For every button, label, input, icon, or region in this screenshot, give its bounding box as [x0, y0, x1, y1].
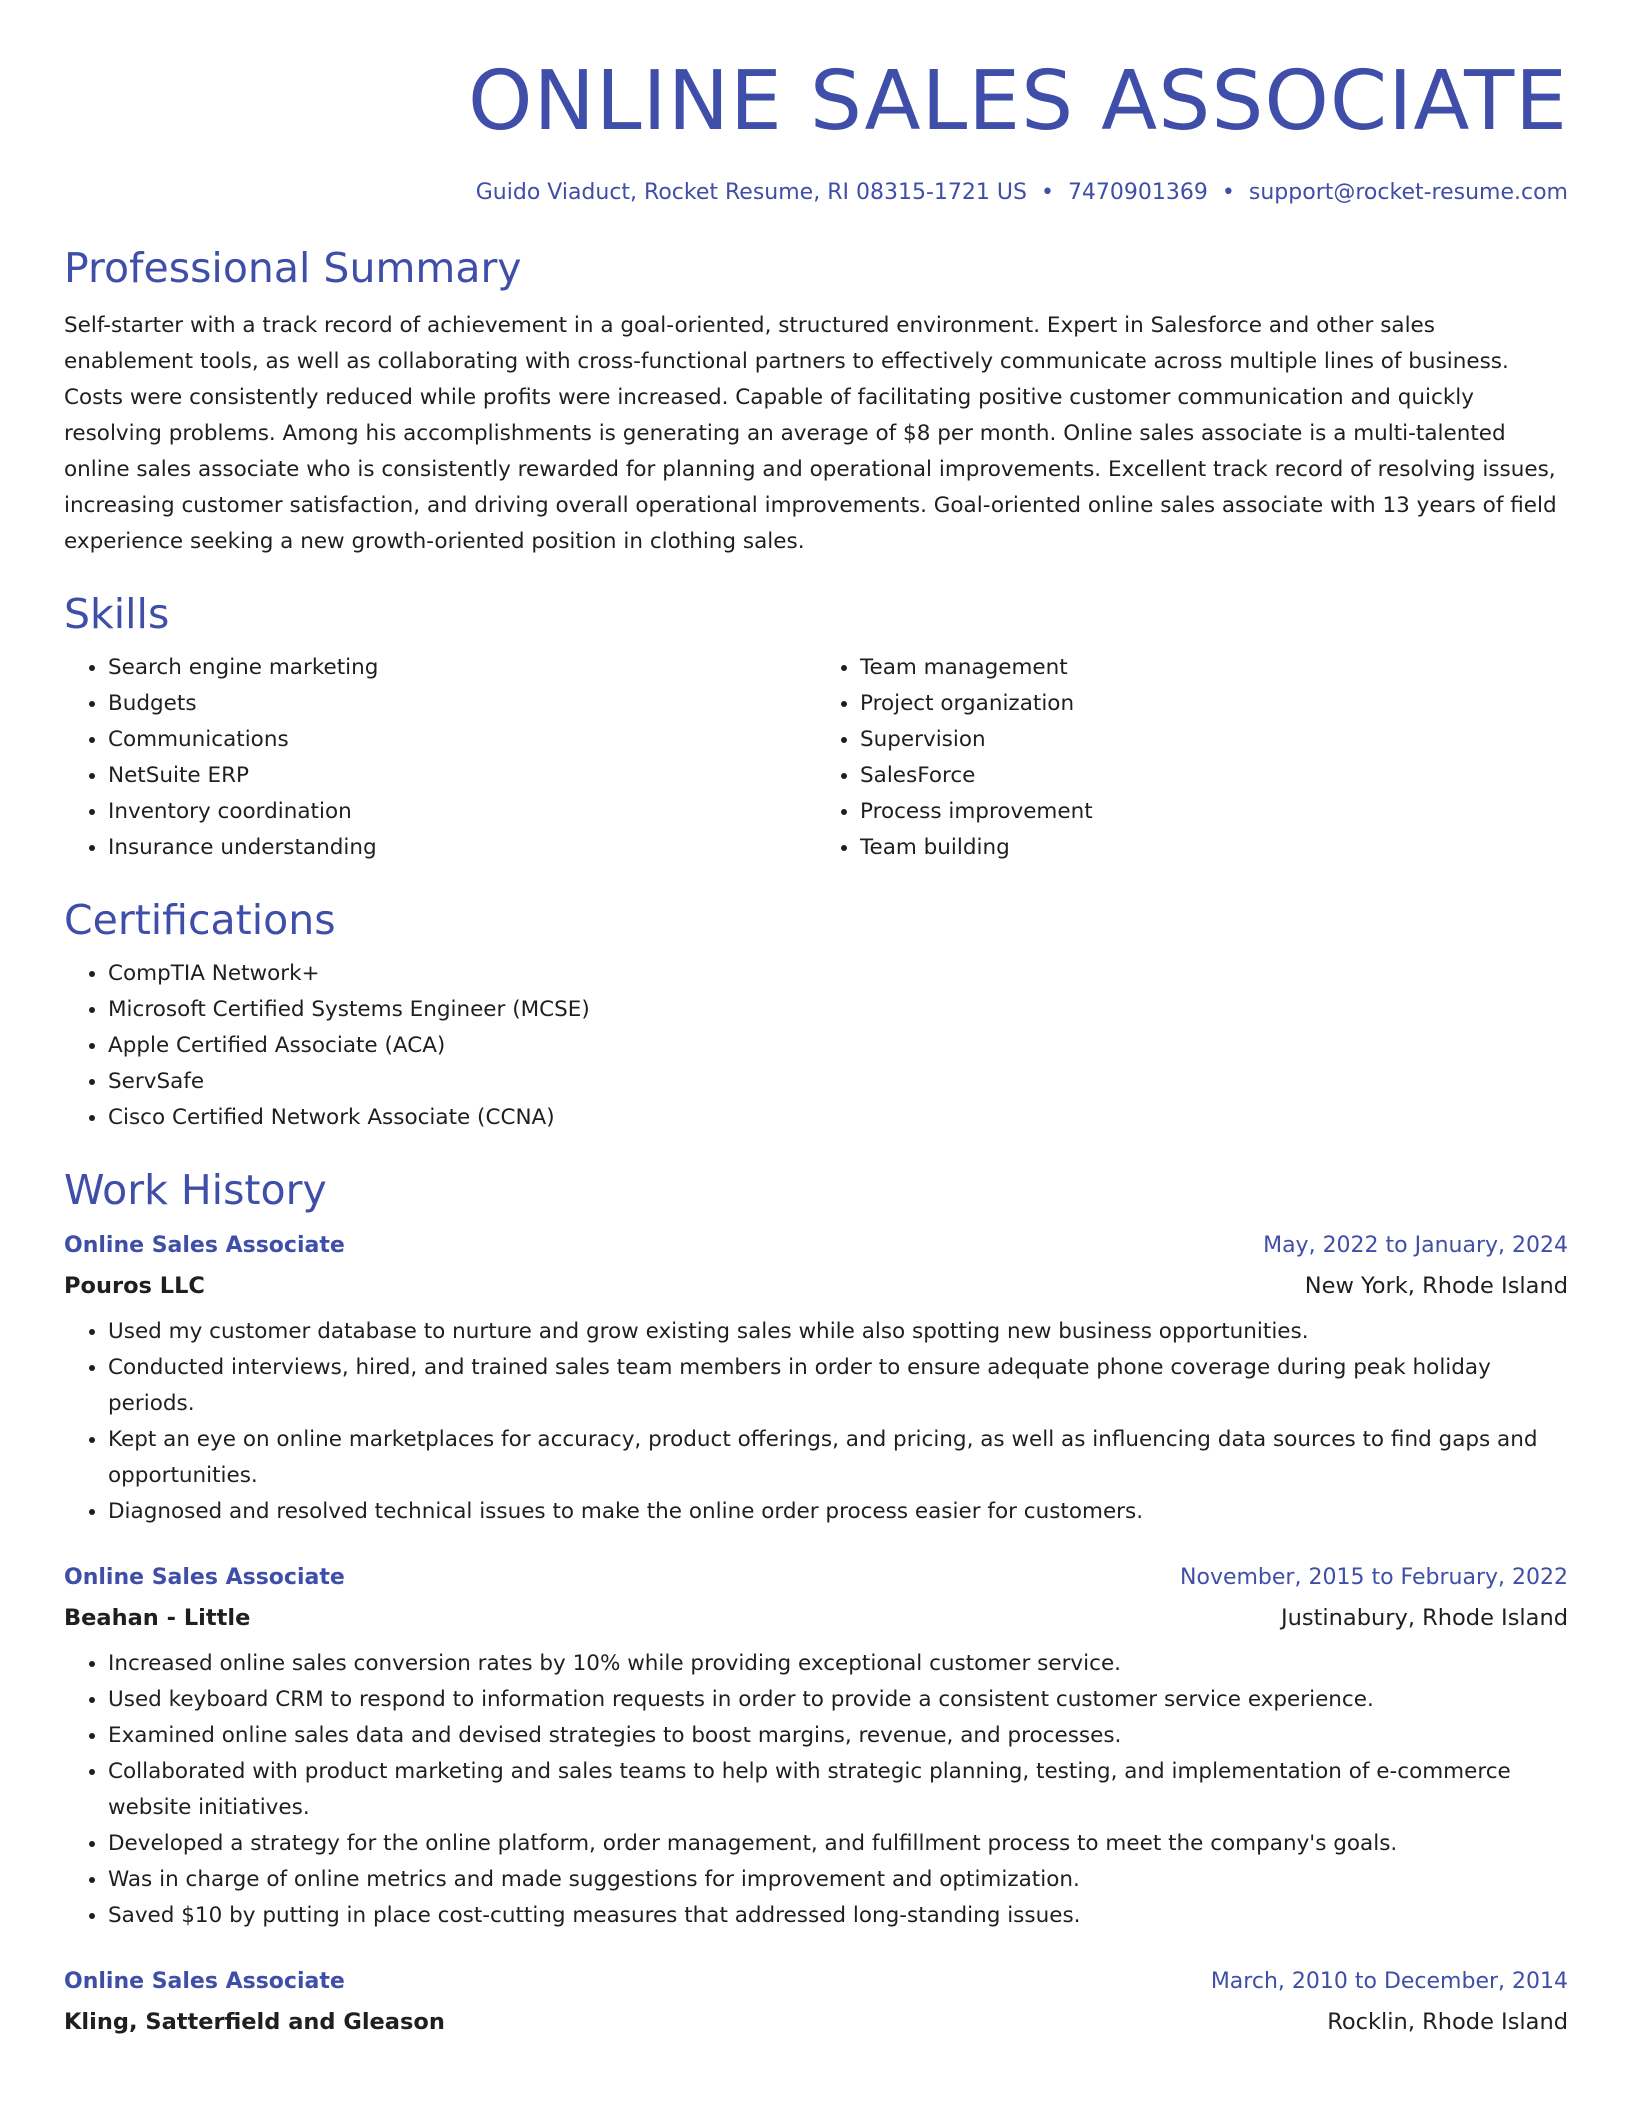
job-bullet: • Conducted interviews, hired, and trained sales team members in order to ensure adequate phone coverage during peak holiday periods. [108, 1350, 1568, 1422]
skills-left-list [64, 650, 816, 866]
job-bullet: • Was in charge of online metrics and made suggestions for improvement and optimization. [108, 1862, 1568, 1898]
job-dates: November, 2015 to February, 2022 [1180, 1565, 1568, 1590]
certification-item: • CompTIA Network+ [108, 956, 1568, 992]
job-location: Justinabury, Rhode Island [1280, 1605, 1568, 1631]
certification-item: • Apple Certified Associate (ACA) [108, 1028, 1568, 1064]
job-bullet: • Used my customer database to nurture and grow existing sales while also spotting new business opportunities. [108, 1314, 1568, 1350]
job-location: New York, Rhode Island [1304, 1273, 1568, 1299]
certifications-list [64, 956, 1568, 1136]
certification-item: • ServSafe [108, 1064, 1568, 1100]
skills-columns [64, 650, 1568, 866]
contact-separator: • [1040, 180, 1054, 205]
skills-heading: Skills [64, 590, 170, 638]
job-entry [64, 1964, 1568, 2040]
skill-item: • Project organization [860, 686, 1568, 722]
work-history-heading: Work History [64, 1166, 327, 1214]
job-header-row [64, 1228, 1568, 1264]
summary-text: Self-starter with a track record of achievement in a goal-oriented, structured environment. Expert in Salesforce and other sales enablement tools, as well as collaborating with cross-functional partners to effectively communicate across multiple lines of business. Costs were consistently reduced while profits were increased. Capable of facilitating positive customer communication and quickly resolving problems. Among his accomplishments is generating an average of $8 per month. Online sales associate is a multi-talented online sales associate who is consistently rewarded for planning and operational improvements. Excellent track record of resolving issues, increasing customer satisfaction, and driving overall operational improvements. Goal-oriented online sales associate with 13 years of field experience seeking a new growth-oriented position in clothing sales. [64, 313, 1557, 554]
job-bullet: • Diagnosed and resolved technical issues to make the online order process easier for customers. [108, 1494, 1568, 1530]
certification-item: • Microsoft Certified Systems Engineer (MCSE) [108, 992, 1568, 1028]
summary-section [64, 242, 1568, 560]
contact-address: Guido Viaduct, Rocket Resume, RI 08315-1721 US [475, 180, 1027, 205]
contact-phone: 7470901369 [1067, 180, 1208, 205]
job-company-row [64, 1268, 1568, 1304]
skill-item: • Process improvement [860, 794, 1568, 830]
job-title: Online Sales Associate [64, 1565, 345, 1590]
skills-section [64, 588, 1568, 866]
contact-separator: • [1221, 180, 1235, 205]
resume-name: ONLINE SALES ASSOCIATE [467, 54, 1568, 149]
job-entry [64, 1228, 1568, 1530]
skill-item: • NetSuite ERP [108, 758, 816, 794]
skill-item: • Search engine marketing [108, 650, 816, 686]
job-dates: March, 2010 to December, 2014 [1210, 1969, 1568, 1994]
job-header-row [64, 1964, 1568, 2000]
skill-item: • Budgets [108, 686, 816, 722]
job-bullet: • Collaborated with product marketing and sales teams to help with strategic planning, testing, and implementation of e-commerce website initiatives. [108, 1754, 1568, 1826]
job-bullet: • Saved $10 by putting in place cost-cutting measures that addressed long-standing issues. [108, 1898, 1568, 1934]
job-bullets [64, 1646, 1568, 1934]
job-bullet: • Increased online sales conversion rates by 10% while providing exceptional customer service. [108, 1646, 1568, 1682]
job-bullets [64, 1314, 1568, 1530]
job-title: Online Sales Associate [64, 1969, 345, 1994]
summary-heading: Professional Summary [64, 244, 522, 292]
job-header-row [64, 1560, 1568, 1596]
job-company: Kling, Satterfield and Gleason [64, 2009, 445, 2035]
job-bullet: • Kept an eye on online marketplaces for accuracy, product offerings, and pricing, as well as influencing data sources to find gaps and opportunities. [108, 1422, 1568, 1494]
skill-item: • Supervision [860, 722, 1568, 758]
job-bullet: • Examined online sales data and devised strategies to boost margins, revenue, and processes. [108, 1718, 1568, 1754]
job-location: Rocklin, Rhode Island [1327, 2009, 1568, 2035]
job-entry [64, 1560, 1568, 1934]
skills-right-list [816, 650, 1568, 866]
work-history-section [64, 1164, 1568, 2040]
certification-item: • Cisco Certified Network Associate (CCNA) [108, 1100, 1568, 1136]
job-dates: May, 2022 to January, 2024 [1263, 1233, 1568, 1258]
skill-item: • Team management [860, 650, 1568, 686]
certifications-heading: Certifications [64, 896, 336, 944]
job-bullet: • Used keyboard CRM to respond to information requests in order to provide a consistent customer service experience. [108, 1682, 1568, 1718]
job-bullet: • Developed a strategy for the online platform, order management, and fulfillment process to meet the company's goals. [108, 1826, 1568, 1862]
skill-item: • Inventory coordination [108, 794, 816, 830]
contact-line [64, 178, 1568, 208]
skill-item: • Team building [860, 830, 1568, 866]
skill-item: • Insurance understanding [108, 830, 816, 866]
job-company-row [64, 2004, 1568, 2040]
job-title: Online Sales Associate [64, 1233, 345, 1258]
skill-item: • Communications [108, 722, 816, 758]
job-company: Pouros LLC [64, 1273, 205, 1299]
skill-item: • SalesForce [860, 758, 1568, 794]
contact-email[interactable]: support@rocket-resume.com [1248, 180, 1568, 205]
certifications-section [64, 894, 1568, 1136]
job-company: Beahan - Little [64, 1605, 251, 1631]
job-company-row [64, 1600, 1568, 1636]
